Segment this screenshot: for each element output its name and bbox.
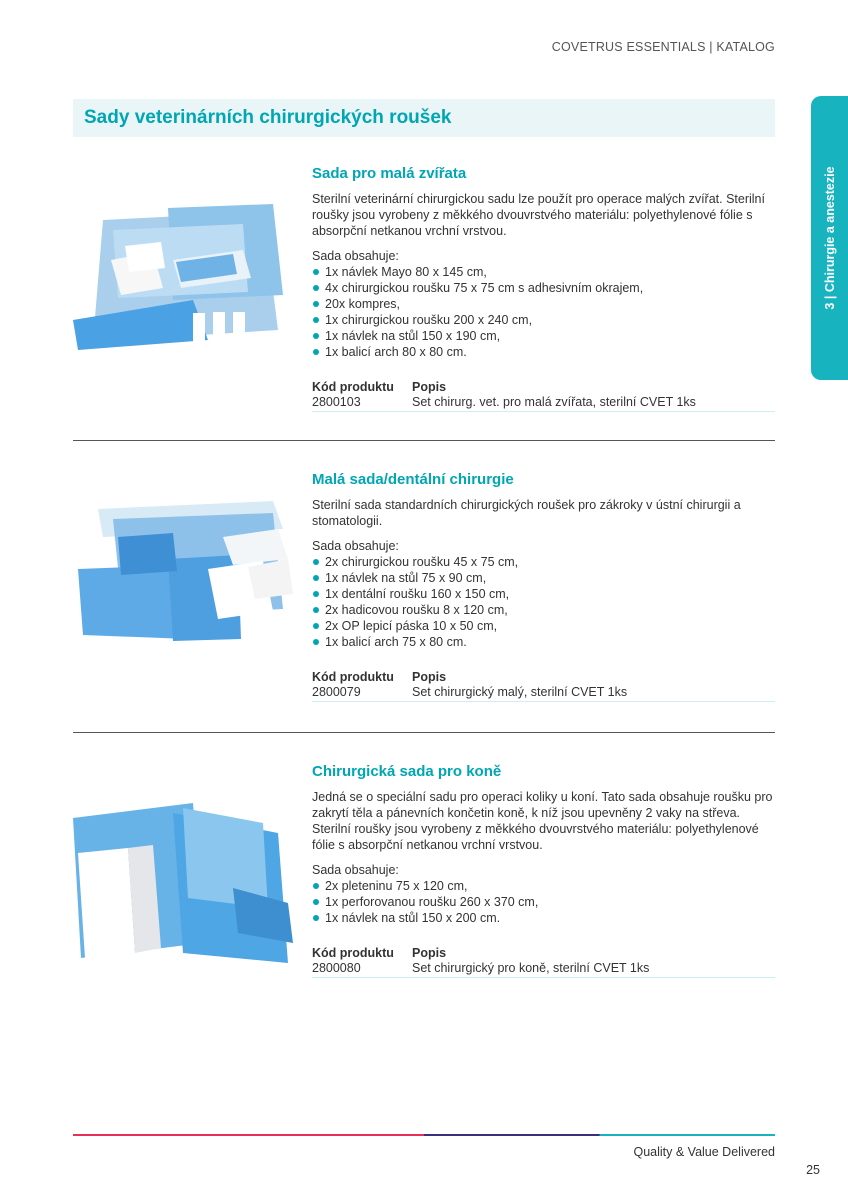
bullet-icon xyxy=(313,607,319,613)
bullet-icon xyxy=(313,333,319,339)
section-divider xyxy=(73,732,775,733)
table-row xyxy=(312,961,775,978)
list-item: 2x chirurgickou roušku 45 x 75 cm, xyxy=(312,554,775,570)
bullet-icon xyxy=(313,915,319,921)
bullet-icon xyxy=(313,269,319,275)
bullet-icon xyxy=(313,285,319,291)
section-title: Sady veterinárních chirurgických roušek xyxy=(84,107,452,128)
desc-header: Popis xyxy=(412,670,447,684)
footer-tagline: Quality & Value Delivered xyxy=(633,1145,775,1159)
list-item: 1x dentální roušku 160 x 150 cm, xyxy=(312,586,775,602)
dental-drape-set-image xyxy=(73,499,298,649)
chapter-side-tab[interactable] xyxy=(811,96,848,380)
bullet-icon xyxy=(313,899,319,905)
product-title: Chirurgická sada pro koně xyxy=(312,763,502,780)
section-title-band xyxy=(73,99,775,137)
product-code: 2800103 xyxy=(312,395,412,412)
bullet-icon xyxy=(313,317,319,323)
list-item: 1x návlek na stůl 150 x 200 cm. xyxy=(312,910,775,926)
bullet-icon xyxy=(313,559,319,565)
list-item: 1x návlek Mayo 80 x 145 cm, xyxy=(312,264,775,280)
bullet-icon xyxy=(313,301,319,307)
product-title: Malá sada/dentální chirurgie xyxy=(312,471,514,488)
product-description: Sterilní veterinární chirurgickou sadu lze použít pro operace malých zvířat. Sterilní roušky jsou vyrobeny z měkkého dvouvrstvého materiálu: polyethylenové fólie s absorpční netkanou vrchní vrstvou. xyxy=(312,192,765,238)
contents-list xyxy=(312,878,775,926)
bullet-icon xyxy=(313,639,319,645)
product-horse-surgery xyxy=(73,763,775,993)
desc-header: Popis xyxy=(412,946,447,960)
list-item: 1x balicí arch 75 x 80 cm. xyxy=(312,634,775,650)
bullet-icon xyxy=(313,575,319,581)
contents-label: Sada obsahuje: xyxy=(312,863,399,877)
code-header: Kód produktu xyxy=(312,380,394,394)
product-code: 2800079 xyxy=(312,685,412,702)
product-description: Jedná se o speciální sadu pro operaci koliky u koní. Tato sada obsahuje roušku pro zakrytí těla a pánevních končetin koně, k níž jsou upevněny 2 vaky na střeva. Sterilní roušky jsou vyrobeny z měkkého dvouvrstvého materiálu: polyethylenové fólie s absorpční netkanou vrchní vrstvou. xyxy=(312,790,773,852)
section-divider xyxy=(73,440,775,441)
product-code: 2800080 xyxy=(312,961,412,978)
product-small-animals xyxy=(73,165,775,425)
product-code-table xyxy=(312,379,775,412)
small-animal-drape-set-image xyxy=(73,200,298,360)
bullet-icon xyxy=(313,623,319,629)
product-code-table xyxy=(312,669,775,702)
product-code-description: Set chirurgický malý, sterilní CVET 1ks xyxy=(412,685,775,702)
list-item: 2x OP lepicí páska 10 x 50 cm, xyxy=(312,618,775,634)
list-item: 1x chirurgickou roušku 200 x 240 cm, xyxy=(312,312,775,328)
code-header: Kód produktu xyxy=(312,670,394,684)
product-dental-surgery xyxy=(73,471,775,721)
footer-color-line xyxy=(73,1134,775,1136)
product-title: Sada pro malá zvířata xyxy=(312,165,467,182)
horse-drape-set-image xyxy=(73,793,298,968)
list-item: 4x chirurgickou roušku 75 x 75 cm s adhesivním okrajem, xyxy=(312,280,775,296)
bullet-icon xyxy=(313,591,319,597)
list-item: 2x pleteninu 75 x 120 cm, xyxy=(312,878,775,894)
desc-header: Popis xyxy=(412,380,447,394)
list-item: 2x hadicovou roušku 8 x 120 cm, xyxy=(312,602,775,618)
product-code-table xyxy=(312,945,775,978)
catalog-header: COVETRUS ESSENTIALS | KATALOG xyxy=(551,40,775,54)
product-code-description: Set chirurgický pro koně, sterilní CVET 1ks xyxy=(412,961,775,978)
contents-label: Sada obsahuje: xyxy=(312,249,399,263)
list-item: 1x balicí arch 80 x 80 cm. xyxy=(312,344,775,360)
list-item: 1x návlek na stůl 75 x 90 cm, xyxy=(312,570,775,586)
list-item: 20x kompres, xyxy=(312,296,775,312)
list-item: 1x perforovanou roušku 260 x 370 cm, xyxy=(312,894,775,910)
page-number: 25 xyxy=(806,1163,820,1177)
code-header: Kód produktu xyxy=(312,946,394,960)
product-code-description: Set chirurg. vet. pro malá zvířata, sterilní CVET 1ks xyxy=(412,395,775,412)
table-row xyxy=(312,685,775,702)
bullet-icon xyxy=(313,883,319,889)
contents-list xyxy=(312,264,775,360)
bullet-icon xyxy=(313,349,319,355)
contents-list xyxy=(312,554,775,650)
contents-label: Sada obsahuje: xyxy=(312,539,399,553)
list-item: 1x návlek na stůl 150 x 190 cm, xyxy=(312,328,775,344)
product-description: Sterilní sada standardních chirurgických roušek pro zákroky v ústní chirurgii a stomatologii. xyxy=(312,498,741,528)
chapter-side-tab-label: 3 | Chirurgie a anestezie xyxy=(822,166,837,310)
table-row xyxy=(312,395,775,412)
